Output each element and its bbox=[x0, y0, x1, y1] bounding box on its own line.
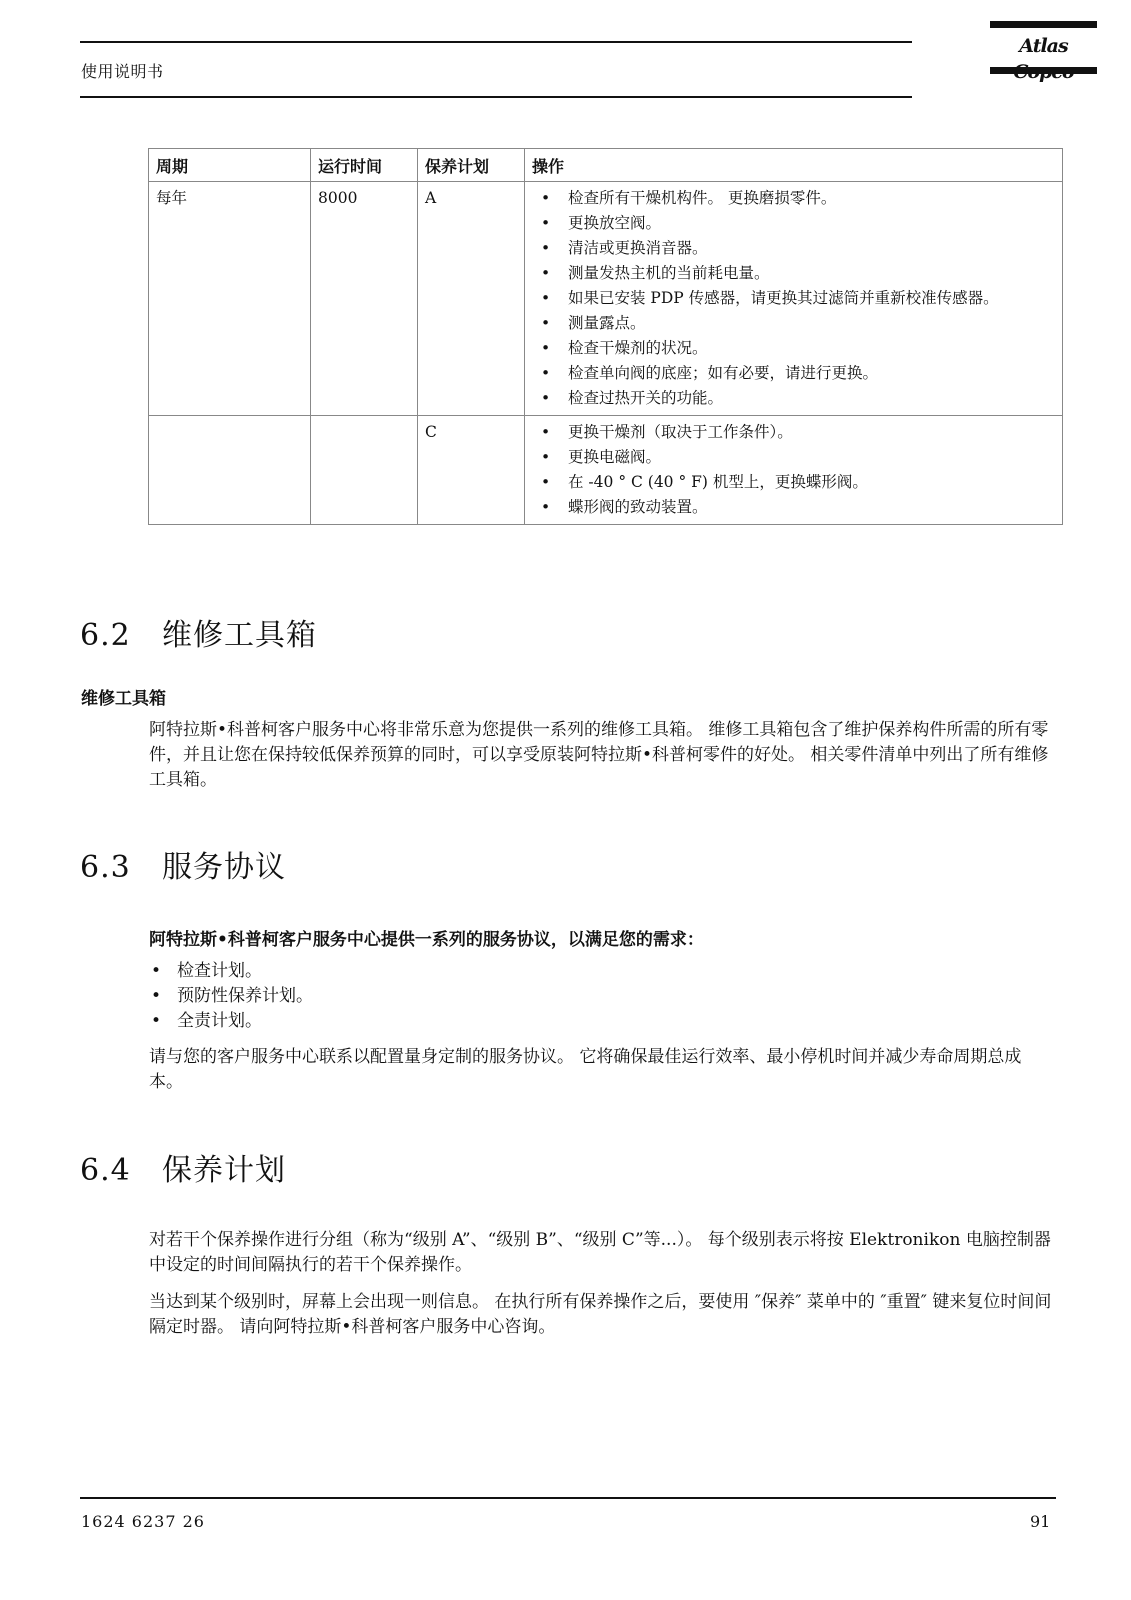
service-kits-paragraph: 阿特拉斯•科普柯客户服务中心将非常乐意为您提供一系列的维修工具箱。 维修工具箱包含了维护保养构件所需的所有零件，并且让您在保持较低保养预算的同时，可以享受原装阿特拉斯•科普柯零件的好处。 相关零件清单中列出了所有维修工具箱。 bbox=[149, 720, 1049, 790]
section-title: 服务协议 bbox=[162, 850, 286, 885]
column-header-period: 周期 bbox=[149, 149, 311, 182]
table-header-row bbox=[149, 149, 1063, 182]
action-item: • 更换干燥剂（取决于工作条件）。 bbox=[532, 420, 1055, 445]
document-title: 使用说明书 bbox=[81, 62, 164, 81]
list-item: • 检查计划。 bbox=[149, 959, 313, 984]
action-list bbox=[532, 420, 1055, 520]
cell-plan: A bbox=[418, 182, 525, 416]
maintenance-schedule-table bbox=[148, 148, 1063, 525]
subheading-service-kits: 维修工具箱 bbox=[81, 689, 166, 709]
table-row bbox=[149, 182, 1063, 416]
section-number: 6.4 bbox=[80, 1153, 131, 1188]
action-item: • 测量发热主机的当前耗电量。 bbox=[532, 261, 1055, 286]
column-header-running-hours: 运行时间 bbox=[311, 149, 418, 182]
cell-actions bbox=[525, 416, 1063, 525]
list-item: • 全责计划。 bbox=[149, 1009, 313, 1034]
action-list bbox=[532, 186, 1055, 411]
footer-rule bbox=[80, 1497, 1056, 1499]
action-item: • 检查所有干燥机构件。 更换磨损零件。 bbox=[532, 186, 1055, 211]
action-item: • 检查过热开关的功能。 bbox=[532, 386, 1055, 411]
atlas-copco-logo bbox=[990, 21, 1097, 74]
action-item: • 更换放空阀。 bbox=[532, 211, 1055, 236]
section-number: 6.3 bbox=[80, 850, 131, 885]
cell-period bbox=[149, 416, 311, 525]
logo-bar-top bbox=[990, 21, 1097, 28]
cell-plan: C bbox=[418, 416, 525, 525]
service-agreements-paragraph: 请与您的客户服务中心联系以配置量身定制的服务协议。 它将确保最佳运行效率、最小停机时间并减少寿命周期总成本。 bbox=[149, 1047, 1022, 1092]
cell-period: 每年 bbox=[149, 182, 311, 416]
section-title: 保养计划 bbox=[162, 1153, 286, 1188]
cell-hours: 8000 bbox=[311, 182, 418, 416]
section-heading-6-2 bbox=[80, 610, 317, 654]
maintenance-levels-paragraph: 对若干个保养操作进行分组（称为“级别 A”、“级别 B”、“级别 C”等...）。 每个级别表示将按 Elektronikon 电脑控制器中设定的时间间隔执行的若干个保养操作。 bbox=[149, 1230, 1051, 1275]
action-item: • 检查干燥剂的状况。 bbox=[532, 336, 1055, 361]
column-header-plan: 保养计划 bbox=[418, 149, 525, 182]
action-item: • 更换电磁阀。 bbox=[532, 445, 1055, 470]
action-item: • 清洁或更换消音器。 bbox=[532, 236, 1055, 261]
header-rule-bottom bbox=[80, 96, 912, 98]
section-heading-6-4 bbox=[80, 1145, 286, 1189]
column-header-actions: 操作 bbox=[525, 149, 1063, 182]
header-rule-top bbox=[80, 41, 912, 43]
maintenance-reset-paragraph: 当达到某个级别时，屏幕上会出现一则信息。 在执行所有保养操作之后，要使用 ″保养″ 菜单中的 ″重置″ 键来复位时间间隔定时器。 请向阿特拉斯•科普柯客户服务中心咨询。 bbox=[149, 1292, 1052, 1337]
action-item: • 如果已安装 PDP 传感器，请更换其过滤筒并重新校准传感器。 bbox=[532, 286, 1055, 311]
service-plan-list bbox=[149, 959, 313, 1034]
service-agreements-intro: 阿特拉斯•科普柯客户服务中心提供一系列的服务协议，以满足您的需求： bbox=[149, 930, 704, 950]
document-number: 1624 6237 26 bbox=[81, 1512, 205, 1531]
cell-actions bbox=[525, 182, 1063, 416]
logo-bar-bottom bbox=[990, 67, 1097, 74]
table-row bbox=[149, 416, 1063, 525]
list-item: • 预防性保养计划。 bbox=[149, 984, 313, 1009]
logo-text: Atlas bbox=[1019, 35, 1068, 57]
page-number: 91 bbox=[1030, 1512, 1051, 1531]
action-item: • 测量露点。 bbox=[532, 311, 1055, 336]
action-item: • 蝶形阀的致动装置。 bbox=[532, 495, 1055, 520]
action-item: • 检查单向阀的底座；如有必要，请进行更换。 bbox=[532, 361, 1055, 386]
cell-hours bbox=[311, 416, 418, 525]
section-number: 6.2 bbox=[80, 618, 131, 653]
section-title: 维修工具箱 bbox=[162, 618, 317, 653]
section-heading-6-3 bbox=[80, 842, 286, 886]
action-item: • 在 -40 ° C (40 ° F) 机型上，更换蝶形阀。 bbox=[532, 470, 1055, 495]
